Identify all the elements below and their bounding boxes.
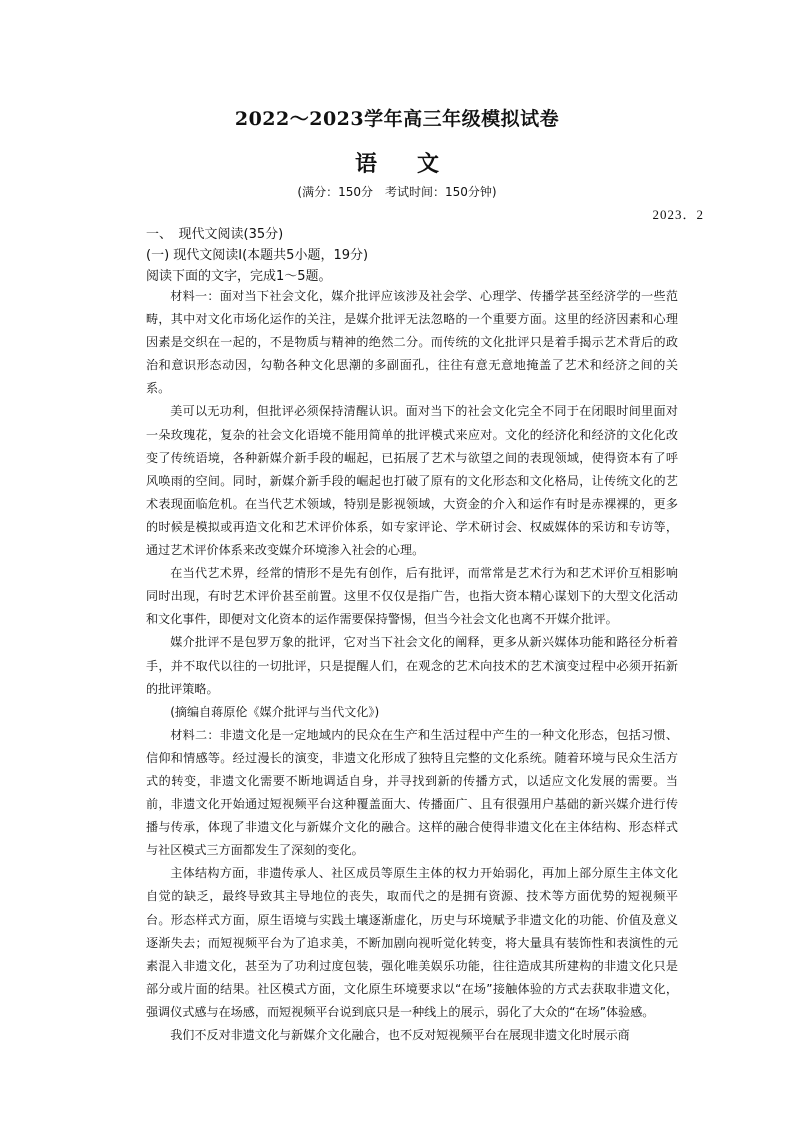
- subsection-heading: (一) 现代文阅读Ⅰ(本题共5小题，19分): [146, 248, 369, 263]
- paragraph: 在当代艺术界，经常的情形不是先有创作，后有批评，而常常是艺术行为和艺术评价互相影响同时出现，有时艺术评价甚至前置。这里不仅仅是指广告，也指大资本精心谋划下的大型文化活动和文化事件，即便对文化资本的运作需要保持警惕，但当今社会文化也离不开媒介批评。: [146, 566, 678, 627]
- instruction-text: 阅读下面的文字，完成1～5题。: [146, 269, 332, 284]
- subject-title: 语文: [354, 151, 479, 177]
- paragraph: 材料一：面对当下社会文化，媒介批评应该涉及社会学、心理学、传播学甚至经济学的一些范畴，其中对文化市场化运作的关注，是媒介批评无法忽略的一个重要方面。这里的经济因素和心理因素是交织在一起的，不是物质与精神的绝然二分。而传统的文化批评只是着手揭示艺术背后的政治和意识形态动因，勾勒各种文化思潮的多副面孔，往往有意无意地掩盖了艺术和经济之间的关系。: [146, 289, 678, 396]
- exam-title: 2022～2023学年高三年级模拟试卷: [234, 108, 560, 130]
- section-heading: 一、 现代文阅读(35分): [146, 227, 284, 242]
- passage-body: [146, 285, 678, 1047]
- source-credit: (摘编自蒋原伦《媒介批评与当代文化》): [170, 704, 380, 719]
- paragraph: 美可以无功利，但批评必须保持清醒认识。面对当下的社会文化完全不同于在闭眼时间里面对一朵玫瑰花，复杂的社会文化语境不能用简单的批评模式来应对。文化的经济化和经济的文化化改变了传统语境，各种新媒介新手段的崛起，已拓展了艺术与欲望之间的表现领域，使得资本有了呼风唤雨的空间。同时，新媒介新手段的崛起也打破了原有的文化形态和文化格局，让传统文化的艺术表现面临危机。在当代艺术领域，特别是影视领域，大资金的介入和运作有时是赤裸裸的，更多的时候是模拟或再造文化和艺术评价体系，如专家评论、学术研讨会、权威媒体的采访和专访等，通过艺术评价体系来改变媒介环境渗入社会的心理。: [146, 404, 678, 558]
- exam-info: (满分：150分 考试时间：150分钟): [297, 185, 497, 199]
- paragraph: 材料二：非遗文化是一定地域内的民众在生产和生活过程中产生的一种文化形态，包括习惯、信仰和情感等。经过漫长的演变，非遗文化形成了独特且完整的文化系统。随着环境与民众生活方式的转变，非遗文化需要不断地调适自身，并寻找到新的传播方式，以适应文化发展的需要。当前，非遗文化开始通过短视频平台这种覆盖面大、传播面广、且有很强用户基础的新兴媒介进行传播与传承，体现了非遗文化与新媒介文化的融合。这样的融合使得非遗文化在主体结构、形态样式与社区模式三方面都发生了深刻的变化。: [146, 727, 678, 858]
- paragraph: 我们不反对非遗文化与新媒介文化融合，也不反对短视频平台在展现非遗文化时展示商: [170, 1028, 630, 1042]
- paragraph: 媒介批评不是包罗万象的批评，它对当下社会文化的阐释，更多从新兴媒体功能和路径分析着手，并不取代以往的一切批评，只是提醒人们，在观念的艺术向技术的艺术演变过程中必须开拓新的批评策略。: [146, 635, 678, 696]
- exam-date: 2023．2: [652, 207, 704, 222]
- paragraph: 主体结构方面，非遗传承人、社区成员等原生主体的权力开始弱化，再加上部分原生主体文化自觉的缺乏，最终导致其主导地位的丧失，取而代之的是拥有资源、技术等方面优势的短视频平台。形态样式方面，原生语境与实践土壤逐渐虚化，历史与环境赋予非遗文化的功能、价值及意义逐渐失去；而短视频平台为了追求美，不断加剧向视听觉化转变，将大量具有装饰性和表演性的元素混入非遗文化，甚至为了功利过度包装，强化唯美娱乐功能，往往造成其所建构的非遗文化只是部分或片面的结果。社区模式方面，文化原生环境要求以“在场”接触体验的方式去获取非遗文化，强调仪式感与在场感，而短视频平台说到底只是一种线上的展示，弱化了大众的“在场”体验感。: [146, 866, 678, 1019]
